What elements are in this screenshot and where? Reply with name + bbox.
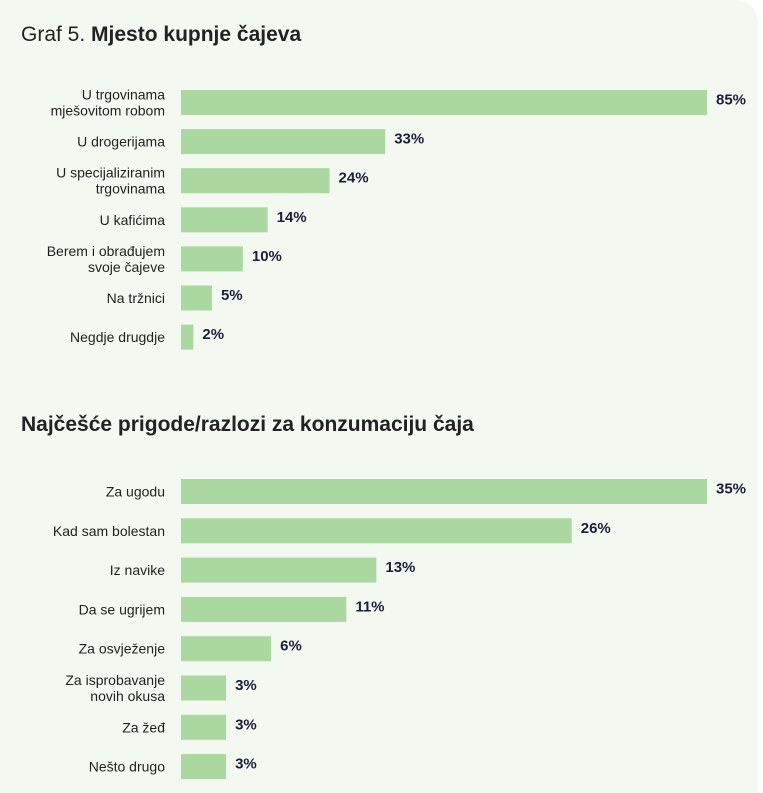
chart-2-bar-0 [181,479,707,504]
chart-2-bar-5 [181,676,226,701]
chart-2-svg [0,470,758,790]
chart-2-category-label-1: Kad sam bolestan [52,522,165,539]
chart-1-category-label-0: U trgovinama mješovitom robom [50,86,165,119]
chart-2-bar-1 [181,518,572,543]
chart-1-svg [0,80,758,365]
chart-2-value-label-7: 3% [235,755,257,773]
chart-1-value-label-4: 10% [251,247,282,265]
chart-1-title-prefix: Graf 5. [21,23,86,46]
chart-1-bar-2 [181,168,330,193]
chart-2-value-label-3: 11% [355,598,385,616]
chart-1-bar-6 [181,325,193,350]
chart-1-category-label-6: Negdje drugdje [70,329,165,346]
chart-1-category-label-5: Na tržnici [106,290,165,306]
chart-1-bar-4 [181,246,243,271]
chart-2-value-label-0: 35% [716,480,747,498]
chart-2-category-label-0: Za ugodu [105,483,165,500]
chart-1-bar-5 [181,286,212,311]
chart-1-bar-3 [181,207,268,232]
chart-2-value-label-1: 26% [580,519,611,537]
chart-2-category-label-7: Nešto drugo [88,758,165,775]
chart-1-category-label-2: U specijaliziranim trgovinama [56,164,165,197]
chart-1-value-label-2: 24% [338,169,369,187]
chart-2-bar-6 [181,715,226,740]
chart-2-bar-2 [181,558,376,583]
chart-1-category-label-3: U kafićima [99,211,165,228]
chart-1-value-label-6: 2% [202,326,225,344]
chart-1-value-label-1: 33% [394,130,425,148]
chart-1-title-text: Mjesto kupnje čajeva [91,23,302,46]
chart-1-category-label-1: U drogerijama [77,133,165,150]
chart-1-value-label-0: 85% [716,91,747,109]
chart-1-bar-0 [181,90,707,115]
chart-2-category-label-6: Za žeđ [122,719,165,736]
chart-1-bar-1 [181,129,385,154]
chart-2-bar-4 [181,636,271,661]
chart-2-title-text: Najčešće prigode/razlozi za konzumaciju čaja [21,413,474,436]
chart-2-bar-3 [181,597,346,622]
chart-2-category-label-3: Da se ugrijem [78,601,165,618]
chart-1-category-label-4: Berem i obrađujem svoje čajeve [46,242,165,275]
chart-2-category-label-2: Iz navike [109,562,165,579]
chart-2-category-label-5: Za isprobavanje novih okusa [65,672,165,704]
chart-1-value-label-5: 5% [220,287,243,304]
chart-2-value-label-5: 3% [235,677,257,694]
chart-2-title [21,413,474,437]
chart-2-value-label-6: 3% [235,716,257,734]
chart-2-value-label-4: 6% [280,637,302,655]
chart-2-bar-7 [181,754,226,779]
chart-2-value-label-2: 13% [385,559,416,577]
chart-1-title [21,23,301,47]
chart-1-value-label-3: 14% [276,208,307,226]
chart-2-category-label-4: Za osvježenje [78,640,165,657]
